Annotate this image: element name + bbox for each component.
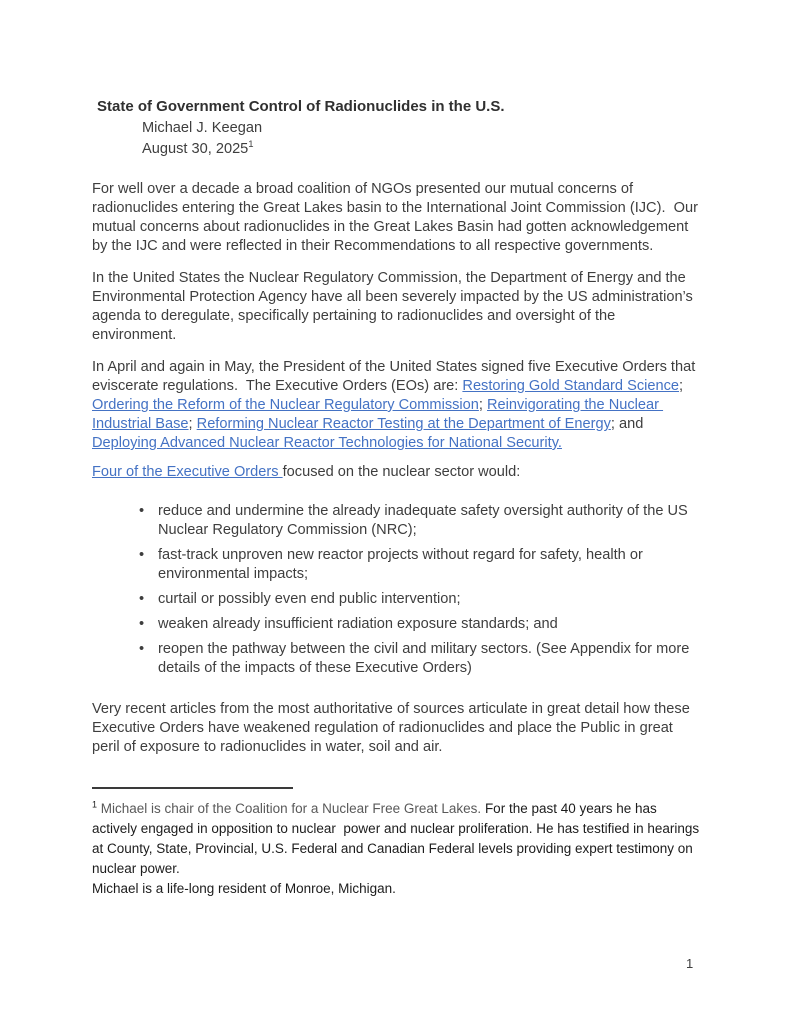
page-number: 1 xyxy=(686,956,694,971)
link-four-of-the-executive-orders[interactable]: Four of the Executive Orders xyxy=(92,464,283,480)
footnote-line2: Michael is a life-long resident of Monroe, Michigan. xyxy=(92,881,396,896)
list-item-weaken-standards: • weaken already insufficient radiation exposure standards; and xyxy=(158,615,700,634)
paragraph-agencies: In the United States the Nuclear Regulatory Commission, the Department of Energy and the Environmental Protection Agency have all been severely impacted by the US administration’s agenda to deregulate, specifically pertaining to radionuclides and oversight of the environment. xyxy=(92,270,697,343)
link-restoring-gold-standard-science[interactable]: Restoring Gold Standard Science xyxy=(462,378,680,394)
date-text: August 30, 2025 xyxy=(142,141,249,157)
eo-separator-2: ; xyxy=(478,397,488,413)
list-item-curtail-intervention: • curtail or possibly even end public intervention; xyxy=(158,590,700,609)
page-title xyxy=(97,97,700,116)
date-line xyxy=(142,140,700,159)
eo-intro-text: In April and again in May, the President of the United States signed five Executive Orders that eviscerate regulations. The Executive Orders (EOs) are: xyxy=(92,359,700,394)
footnote-reference-marker: 1 xyxy=(248,139,254,151)
footnote xyxy=(92,799,703,899)
paragraph-four-orders xyxy=(92,463,700,482)
author-line: Michael J. Keegan xyxy=(142,120,263,136)
footnote-black-text: For the past 40 years he has actively engaged in opposition to nuclear power and nuclear proliferation. He has testified in hearings at County, State, Provincial, U.S. Federal and Canadian Federal levels providing expert testimony on nuclear power. xyxy=(92,801,703,876)
link-ordering-reform-nrc[interactable]: Ordering the Reform of the Nuclear Regulatory Commission xyxy=(92,397,479,413)
page-title-text: State of Government Control of Radionuclides in the U.S xyxy=(97,98,501,115)
link-deploying-advanced-nuclear-reactor[interactable]: Deploying Advanced Nuclear Reactor Technologies for National Security. xyxy=(92,435,562,451)
footnote-separator xyxy=(92,787,293,789)
paragraph-intro: For well over a decade a broad coalition of NGOs presented our mutual concerns of radionuclides entering the Great Lakes basin to the International Joint Commission (IJC). Our mutual concerns about radionuclides in the Great Lakes Basin had gotten acknowledgement by the IJC and were reflected in their Recommendations to all respective governments. xyxy=(92,181,703,254)
eo-separator-3: ; xyxy=(188,416,197,432)
paragraph-executive-orders xyxy=(92,358,700,453)
eo-separator-1: ; xyxy=(679,378,688,394)
footnote-number: 1 xyxy=(92,799,98,810)
list-item-reduce-oversight: • reduce and undermine the already inadequate safety oversight authority of the US Nuclear Regulatory Commission (NRC); xyxy=(158,502,700,540)
link-reforming-nuclear-reactor-testing[interactable]: Reforming Nuclear Reactor Testing at the Department of Energy xyxy=(196,416,611,432)
link-reinvigorating-nuclear-industrial-base[interactable]: Reinvigorating the Nuclear Industrial Base xyxy=(92,397,664,432)
impacts-bullet-list xyxy=(92,502,700,678)
page-title-period: . xyxy=(500,98,505,115)
paragraph-recent-articles: Very recent articles from the most authoritative of sources articulate in great detail how these Executive Orders have weakened regulation of radionuclides and place the Public in great peril of exposure to radionuclides in water, soil and air. xyxy=(92,701,694,755)
eo-separator-4: ; and xyxy=(610,416,648,432)
four-orders-text: focused on the nuclear sector would: xyxy=(282,464,521,480)
list-item-fast-track: • fast-track unproven new reactor projects without regard for safety, health or environmental impacts; xyxy=(158,546,700,584)
footnote-gray-text: Michael is chair of the Coalition for a Nuclear Free Great Lakes. xyxy=(97,801,482,816)
list-item-reopen-pathway: • reopen the pathway between the civil and military sectors. (See Appendix for more details of the impacts of these Executive Orders) xyxy=(158,640,700,678)
